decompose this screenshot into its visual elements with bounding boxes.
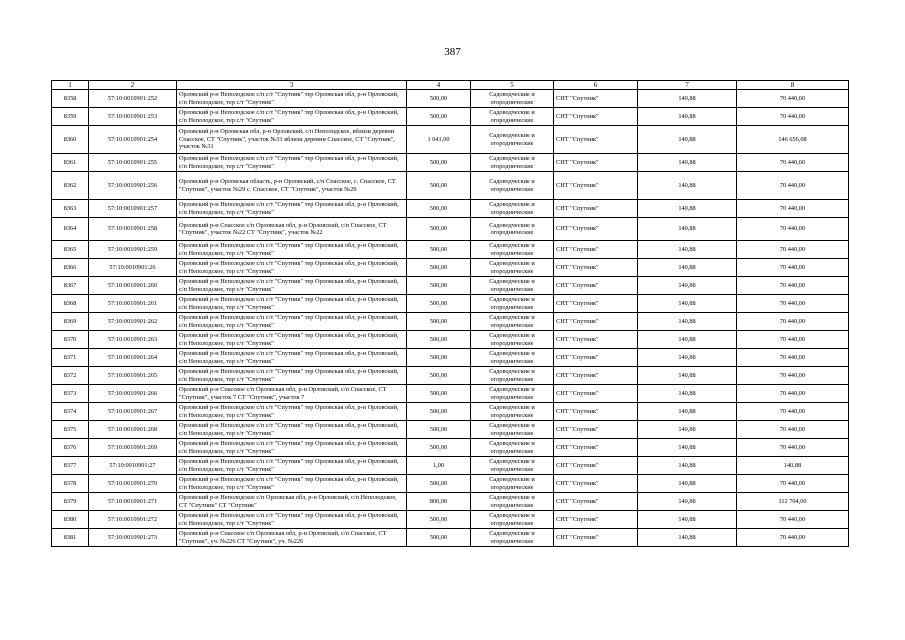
cadastral-number-cell: 57:10:0010901:257	[89, 200, 177, 218]
rate-cell: 140,88	[638, 200, 737, 218]
row-number-cell: 8368	[52, 295, 89, 313]
rate-cell: 140,88	[638, 493, 737, 511]
row-number-cell: 8360	[52, 126, 89, 154]
cadastral-number-cell: 57:10:0010901:262	[89, 313, 177, 331]
address-cell: Орловский р-н Неполодское с/п Орловская обл, р-н Орловский, с/п Неполодское, СТ "Спутник" СТ "Спутник"	[177, 493, 407, 511]
land-use-cell: Садоводческие и огороднические	[471, 331, 554, 349]
cadastral-number-cell: 57:10:0010901:259	[89, 241, 177, 259]
land-use-cell: Садоводческие и огороднические	[471, 126, 554, 154]
cadastral-number-cell: 57:10:0010901:271	[89, 493, 177, 511]
rate-cell: 140,88	[638, 154, 737, 172]
land-use-cell: Садоводческие и огороднические	[471, 439, 554, 457]
register-body	[52, 81, 849, 547]
row-number-cell: 8365	[52, 241, 89, 259]
row-number-cell: 8361	[52, 154, 89, 172]
cadastral-value-cell: 70 440,00	[737, 421, 849, 439]
owner-cell: СНТ "Спутник"	[554, 241, 638, 259]
area-cell: 1,00	[407, 457, 471, 475]
owner-cell: СНТ "Спутник"	[554, 295, 638, 313]
table-row	[52, 172, 849, 200]
rate-cell: 140,88	[638, 295, 737, 313]
land-use-cell: Садоводческие и огороднические	[471, 241, 554, 259]
table-row	[52, 108, 849, 126]
cadastral-number-cell: 57:10:0010901:265	[89, 367, 177, 385]
cadastral-number-cell: 57:10:0010901:261	[89, 295, 177, 313]
address-cell: Орловский р-н Неполодское с/п с/т "Спутник" тер Орловская обл, р-н Орловский, с/п Неполодское, тер с/т "Спутник"	[177, 313, 407, 331]
land-use-cell: Садоводческие и огороднические	[471, 529, 554, 547]
cadastral-number-cell: 57:10:0010901:263	[89, 331, 177, 349]
address-cell: Орловский р-н Неполодское с/п с/т "Спутник" тер Орловская обл, р-н Орловский, с/п Неполодское, тер с/т "Спутник"	[177, 108, 407, 126]
owner-cell: СНТ "Спутник"	[554, 529, 638, 547]
address-cell: Орловский р-н Неполодское с/п с/т "Спутник" тер Орловская обл, р-н Орловский, с/п Неполодское, тер с/т "Спутник"	[177, 259, 407, 277]
address-cell: Орловский р-н Спасское с/п Орловская обл, р-н Орловский, с/п Спасское, СТ "Спутник", участок №22 СТ "Спутник", участок №22	[177, 218, 407, 241]
cadastral-value-cell: 70 440,00	[737, 313, 849, 331]
table-row	[52, 259, 849, 277]
row-number-cell: 8369	[52, 313, 89, 331]
row-number-cell: 8379	[52, 493, 89, 511]
address-cell: Орловский р-н Неполодское с/п с/т "Спутник" тер Орловская обл, р-н Орловский, с/п Неполодское, тер с/т "Спутник"	[177, 367, 407, 385]
land-use-cell: Садоводческие и огороднические	[471, 493, 554, 511]
table-row	[52, 529, 849, 547]
table-row	[52, 367, 849, 385]
table-row	[52, 403, 849, 421]
address-cell: Орловский р-н Орловская область, р-н Орловский, с/п Спасское, с. Спасское, СТ "Спутник", участок №29 с. Спасское, СТ "Спутник", участок №29	[177, 172, 407, 200]
area-cell: 500,00	[407, 529, 471, 547]
row-number-cell: 8370	[52, 331, 89, 349]
address-cell: Орловский р-н Неполодское с/п с/т "Спутник" тер Орловская обл, р-н Орловский, с/п Неполодское, тер с/т "Спутник"	[177, 439, 407, 457]
address-cell: Орловский р-н Неполодское с/п с/т "Спутник" тер Орловская обл, р-н Орловский, с/п Неполодское, тер с/т "Спутник"	[177, 90, 407, 108]
cadastral-value-cell: 140,88	[737, 457, 849, 475]
area-cell: 500,00	[407, 154, 471, 172]
cadastral-value-cell: 70 440,00	[737, 331, 849, 349]
land-use-cell: Садоводческие и огороднические	[471, 172, 554, 200]
table-row	[52, 200, 849, 218]
owner-cell: СНТ "Спутник"	[554, 385, 638, 403]
address-cell: Орловский р-н Неполодское с/п с/т "Спутник" тер Орловская обл, р-н Орловский, с/п Неполодское, тер с/т "Спутник"	[177, 475, 407, 493]
rate-cell: 140,88	[638, 349, 737, 367]
owner-cell: СНТ "Спутник"	[554, 218, 638, 241]
land-use-cell: Садоводческие и огороднические	[471, 385, 554, 403]
owner-cell: СНТ "Спутник"	[554, 493, 638, 511]
row-number-cell: 8381	[52, 529, 89, 547]
address-cell: Орловский р-н Неполодское с/п с/т "Спутник" тер Орловская обл, р-н Орловский, с/п Неполодское, тер с/т "Спутник"	[177, 241, 407, 259]
address-cell: Орловский р-н Неполодское с/п с/т "Спутник" тер Орловская обл, р-н Орловский, с/п Неполодское, тер с/т "Спутник"	[177, 511, 407, 529]
address-cell: Орловский р-н Неполодское с/п с/т "Спутник" тер Орловская обл, р-н Орловский, с/п Неполодское, тер с/т "Спутник"	[177, 154, 407, 172]
rate-cell: 140,88	[638, 367, 737, 385]
cadastral-number-cell: 57:10:0010901:26	[89, 259, 177, 277]
table-row	[52, 439, 849, 457]
area-cell: 500,00	[407, 385, 471, 403]
area-cell: 500,00	[407, 295, 471, 313]
row-number-cell: 8378	[52, 475, 89, 493]
land-use-cell: Садоводческие и огороднические	[471, 218, 554, 241]
rate-cell: 140,88	[638, 475, 737, 493]
land-use-cell: Садоводческие и огороднические	[471, 108, 554, 126]
row-number-cell: 8373	[52, 385, 89, 403]
cadastral-number-cell: 57:10:0010901:267	[89, 403, 177, 421]
row-number-cell: 8376	[52, 439, 89, 457]
owner-cell: СНТ "Спутник"	[554, 126, 638, 154]
owner-cell: СНТ "Спутник"	[554, 313, 638, 331]
address-cell: Орловский р-н Неполодское с/п с/т "Спутник" тер Орловская обл, р-н Орловский, с/п Неполодское, тер с/т "Спутник"	[177, 403, 407, 421]
land-use-cell: Садоводческие и огороднические	[471, 295, 554, 313]
table-row	[52, 241, 849, 259]
owner-cell: СНТ "Спутник"	[554, 277, 638, 295]
table-row	[52, 457, 849, 475]
cadastral-value-cell: 70 440,00	[737, 154, 849, 172]
row-number-cell: 8371	[52, 349, 89, 367]
column-number: 8	[737, 81, 849, 90]
table-row	[52, 277, 849, 295]
land-use-cell: Садоводческие и огороднические	[471, 511, 554, 529]
rate-cell: 140,88	[638, 385, 737, 403]
row-number-cell: 8359	[52, 108, 89, 126]
owner-cell: СНТ "Спутник"	[554, 367, 638, 385]
owner-cell: СНТ "Спутник"	[554, 403, 638, 421]
cadastral-value-cell: 70 440,00	[737, 277, 849, 295]
table-row	[52, 313, 849, 331]
land-use-cell: Садоводческие и огороднические	[471, 475, 554, 493]
cadastral-number-cell: 57:10:0010901:27	[89, 457, 177, 475]
table-row	[52, 126, 849, 154]
cadastral-value-cell: 70 440,00	[737, 511, 849, 529]
rate-cell: 140,88	[638, 331, 737, 349]
area-cell: 500,00	[407, 475, 471, 493]
address-cell: Орловский р-н Неполодское с/п с/т "Спутник" тер Орловская обл, р-н Орловский, с/п Неполодское, тер с/т "Спутник"	[177, 457, 407, 475]
cadastral-value-cell: 70 440,00	[737, 90, 849, 108]
cadastral-value-cell: 70 440,00	[737, 200, 849, 218]
cadastral-value-cell: 70 440,00	[737, 475, 849, 493]
row-number-cell: 8380	[52, 511, 89, 529]
owner-cell: СНТ "Спутник"	[554, 349, 638, 367]
cadastral-number-cell: 57:10:0010901:272	[89, 511, 177, 529]
area-cell: 500,00	[407, 172, 471, 200]
owner-cell: СНТ "Спутник"	[554, 154, 638, 172]
cadastral-value-cell: 70 440,00	[737, 439, 849, 457]
cadastral-value-cell: 70 440,00	[737, 259, 849, 277]
table-row	[52, 90, 849, 108]
cadastral-number-cell: 57:10:0010901:256	[89, 172, 177, 200]
owner-cell: СНТ "Спутник"	[554, 421, 638, 439]
table-row	[52, 218, 849, 241]
row-number-cell: 8366	[52, 259, 89, 277]
land-use-cell: Садоводческие и огороднические	[471, 154, 554, 172]
cadastral-value-cell: 70 440,00	[737, 295, 849, 313]
table-row	[52, 475, 849, 493]
row-number-cell: 8372	[52, 367, 89, 385]
address-cell: Орловский р-н Неполодское с/п с/т "Спутник" тер Орловская обл, р-н Орловский, с/п Неполодское, тер с/т "Спутник"	[177, 277, 407, 295]
column-number: 6	[554, 81, 638, 90]
owner-cell: СНТ "Спутник"	[554, 331, 638, 349]
cadastral-value-cell: 70 440,00	[737, 241, 849, 259]
cadastral-number-cell: 57:10:0010901:273	[89, 529, 177, 547]
column-number: 5	[471, 81, 554, 90]
cadastral-value-cell: 70 440,00	[737, 108, 849, 126]
rate-cell: 140,88	[638, 439, 737, 457]
table-row	[52, 421, 849, 439]
area-cell: 500,00	[407, 403, 471, 421]
area-cell: 500,00	[407, 421, 471, 439]
cadastral-value-cell: 70 440,00	[737, 529, 849, 547]
cadastral-value-cell: 70 440,00	[737, 218, 849, 241]
owner-cell: СНТ "Спутник"	[554, 475, 638, 493]
area-cell: 500,00	[407, 218, 471, 241]
rate-cell: 140,88	[638, 457, 737, 475]
column-number-row	[52, 81, 849, 90]
rate-cell: 140,88	[638, 421, 737, 439]
area-cell: 500,00	[407, 200, 471, 218]
cadastral-value-cell: 70 440,00	[737, 367, 849, 385]
area-cell: 500,00	[407, 259, 471, 277]
column-number: 2	[89, 81, 177, 90]
row-number-cell: 8367	[52, 277, 89, 295]
row-number-cell: 8363	[52, 200, 89, 218]
row-number-cell: 8364	[52, 218, 89, 241]
table-row	[52, 154, 849, 172]
rate-cell: 140,88	[638, 529, 737, 547]
land-use-cell: Садоводческие и огороднические	[471, 90, 554, 108]
owner-cell: СНТ "Спутник"	[554, 511, 638, 529]
land-use-cell: Садоводческие и огороднические	[471, 403, 554, 421]
rate-cell: 140,88	[638, 403, 737, 421]
rate-cell: 140,88	[638, 277, 737, 295]
area-cell: 500,00	[407, 108, 471, 126]
rate-cell: 140,88	[638, 313, 737, 331]
table-row	[52, 511, 849, 529]
table-row	[52, 493, 849, 511]
rate-cell: 140,88	[638, 172, 737, 200]
row-number-cell: 8375	[52, 421, 89, 439]
row-number-cell: 8377	[52, 457, 89, 475]
row-number-cell: 8358	[52, 90, 89, 108]
land-use-cell: Садоводческие и огороднические	[471, 259, 554, 277]
register-table	[51, 80, 849, 547]
land-use-cell: Садоводческие и огороднические	[471, 200, 554, 218]
area-cell: 500,00	[407, 367, 471, 385]
land-use-cell: Садоводческие и огороднические	[471, 349, 554, 367]
area-cell: 500,00	[407, 90, 471, 108]
land-use-cell: Садоводческие и огороднические	[471, 457, 554, 475]
owner-cell: СНТ "Спутник"	[554, 200, 638, 218]
rate-cell: 140,88	[638, 108, 737, 126]
owner-cell: СНТ "Спутник"	[554, 172, 638, 200]
row-number-cell: 8374	[52, 403, 89, 421]
rate-cell: 140,88	[638, 126, 737, 154]
land-use-cell: Садоводческие и огороднические	[471, 313, 554, 331]
owner-cell: СНТ "Спутник"	[554, 108, 638, 126]
address-cell: Орловский р-н Неполодское с/п с/т "Спутник" тер Орловская обл, р-н Орловский, с/п Неполодское, тер с/т "Спутник"	[177, 349, 407, 367]
table-row	[52, 295, 849, 313]
address-cell: Орловский р-н Спасское с/п Орловская обл, р-н Орловский, с/п Спасское, СТ "Спутник", уч. №226 СТ "Спутник", уч. №226	[177, 529, 407, 547]
address-cell: Орловский р-н Орловская обл, р-н Орловский, с/п Неполодское, вблизи деревни Спасское, СТ "Спутник", участок №31 вблизи деревни Спасское, СТ "Спутник", участок №31	[177, 126, 407, 154]
rate-cell: 140,88	[638, 90, 737, 108]
area-cell: 500,00	[407, 331, 471, 349]
area-cell: 500,00	[407, 439, 471, 457]
cadastral-number-cell: 57:10:0010901:253	[89, 108, 177, 126]
land-use-cell: Садоводческие и огороднические	[471, 277, 554, 295]
owner-cell: СНТ "Спутник"	[554, 457, 638, 475]
area-cell: 500,00	[407, 313, 471, 331]
row-number-cell: 8362	[52, 172, 89, 200]
address-cell: Орловский р-н Неполодское с/п с/т "Спутник" тер Орловская обл, р-н Орловский, с/п Неполодское, тер с/т "Спутник"	[177, 331, 407, 349]
cadastral-number-cell: 57:10:0010901:266	[89, 385, 177, 403]
column-number: 3	[177, 81, 407, 90]
cadastral-value-cell: 70 440,00	[737, 403, 849, 421]
land-use-cell: Садоводческие и огороднические	[471, 367, 554, 385]
rate-cell: 140,88	[638, 259, 737, 277]
column-number: 7	[638, 81, 737, 90]
cadastral-number-cell: 57:10:0010901:252	[89, 90, 177, 108]
cadastral-number-cell: 57:10:0010901:258	[89, 218, 177, 241]
cadastral-number-cell: 57:10:0010901:268	[89, 421, 177, 439]
owner-cell: СНТ "Спутник"	[554, 259, 638, 277]
cadastral-value-cell: 70 440,00	[737, 349, 849, 367]
area-cell: 800,00	[407, 493, 471, 511]
column-number: 1	[52, 81, 89, 90]
table-row	[52, 385, 849, 403]
cadastral-number-cell: 57:10:0010901:254	[89, 126, 177, 154]
cadastral-value-cell: 70 440,00	[737, 172, 849, 200]
area-cell: 500,00	[407, 511, 471, 529]
cadastral-value-cell: 70 440,00	[737, 385, 849, 403]
owner-cell: СНТ "Спутник"	[554, 90, 638, 108]
rate-cell: 140,88	[638, 241, 737, 259]
cadastral-number-cell: 57:10:0010901:264	[89, 349, 177, 367]
cadastral-value-cell: 112 704,00	[737, 493, 849, 511]
area-cell: 500,00	[407, 241, 471, 259]
column-number: 4	[407, 81, 471, 90]
rate-cell: 140,88	[638, 218, 737, 241]
rate-cell: 140,88	[638, 511, 737, 529]
cadastral-number-cell: 57:10:0010901:269	[89, 439, 177, 457]
cadastral-value-cell: 146 656,08	[737, 126, 849, 154]
area-cell: 1 041,00	[407, 126, 471, 154]
area-cell: 500,00	[407, 277, 471, 295]
address-cell: Орловский р-н Неполодское с/п с/т "Спутник" тер Орловская обл, р-н Орловский, с/п Неполодское, тер с/т "Спутник"	[177, 421, 407, 439]
area-cell: 500,00	[407, 349, 471, 367]
cadastral-number-cell: 57:10:0010901:260	[89, 277, 177, 295]
table-row	[52, 349, 849, 367]
address-cell: Орловский р-н Неполодское с/п с/т "Спутник" тер Орловская обл, р-н Орловский, с/п Неполодское, тер с/т "Спутник"	[177, 200, 407, 218]
cadastral-number-cell: 57:10:0010901:255	[89, 154, 177, 172]
page-number: 387	[444, 46, 461, 58]
cadastral-number-cell: 57:10:0010901:270	[89, 475, 177, 493]
table-row	[52, 331, 849, 349]
land-use-cell: Садоводческие и огороднические	[471, 421, 554, 439]
address-cell: Орловский р-н Неполодское с/п с/т "Спутник" тер Орловская обл, р-н Орловский, с/п Неполодское, тер с/т "Спутник"	[177, 295, 407, 313]
address-cell: Орловский р-н Спасское с/п Орловская обл, р-н Орловский, с/п Спасское, СТ "Спутник", участок 7 СТ "Спутник", участок 7	[177, 385, 407, 403]
owner-cell: СНТ "Спутник"	[554, 439, 638, 457]
